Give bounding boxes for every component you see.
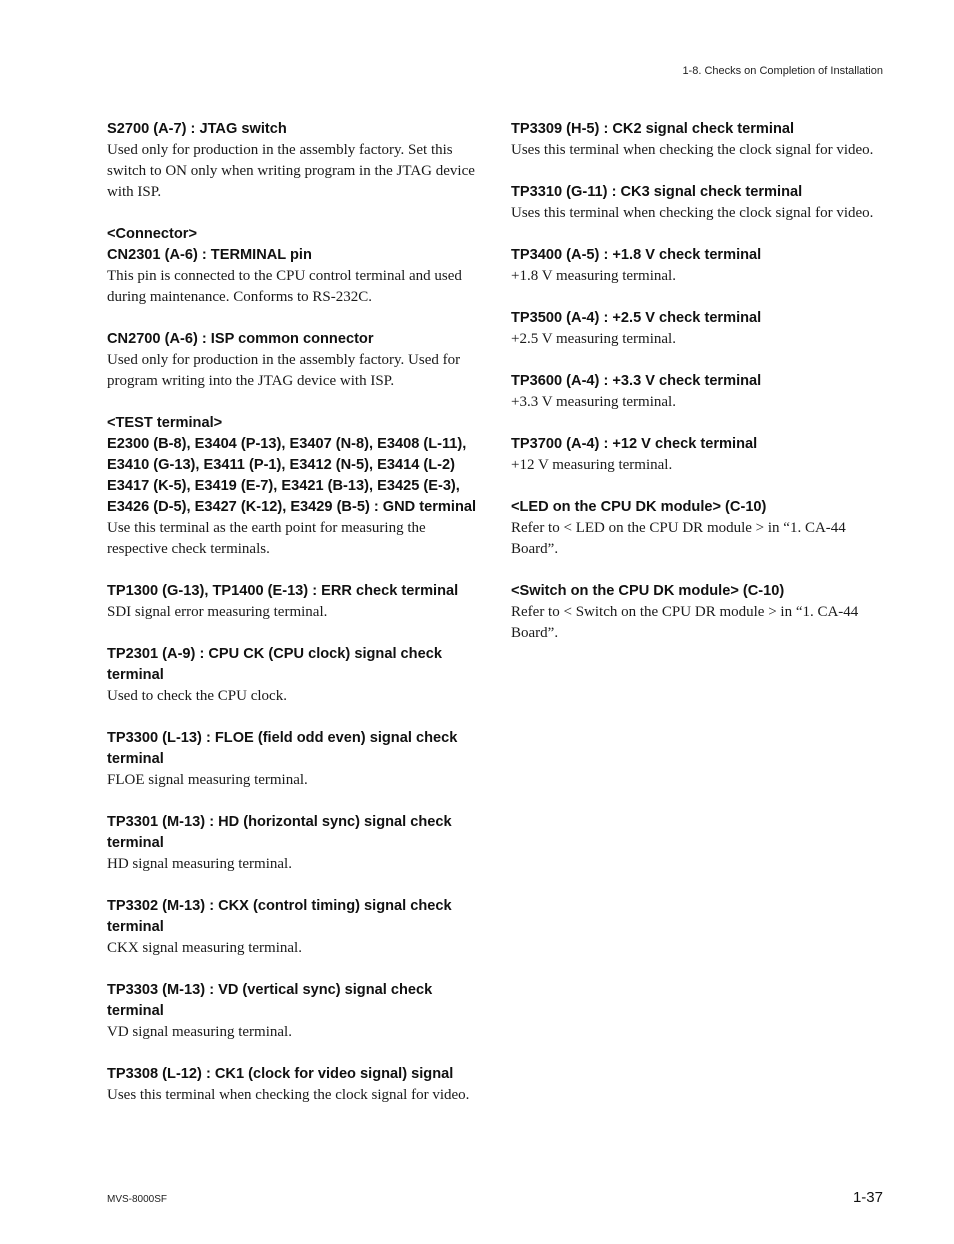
model-name: MVS-8000SF — [107, 1194, 168, 1205]
entry-s2700 — [107, 119, 481, 203]
entry-body: This pin is connected to the CPU control terminal and used during maintenance. Conforms to RS-232C. — [107, 268, 462, 305]
entry-tp3310 — [511, 182, 887, 224]
entry-body: SDI signal error measuring terminal. — [107, 604, 328, 620]
entry-title: <Switch on the CPU DK module> (C-10) — [511, 583, 785, 599]
entry-body: Uses this terminal when checking the clock signal for video. — [107, 1087, 470, 1103]
entry-body: Uses this terminal when checking the clock signal for video. — [511, 205, 874, 221]
entry-body: Used only for production in the assembly factory. Used for program writing into the JTAG device with ISP. — [107, 352, 461, 389]
entry-body: Refer to < LED on the CPU DR module > in “1. CA-44 Board”. — [511, 520, 846, 557]
entry-title: TP3302 (M-13) : CKX (control timing) signal check terminal — [107, 898, 452, 935]
entry-body: Refer to < Switch on the CPU DR module > in “1. CA-44 Board”. — [511, 604, 859, 641]
entry-title: <TEST terminal> E2300 (B-8), E3404 (P-13), E3407 (N-8), E3408 (L-11), E3410 (G-13), E3411 (P-1), E3412 (N-5), E3414 (L-2) E3417 (K-5), E3419 (E-7), E3421 (B-13), E3425 (E-3), E3426 (D-5), E3427 (K-12), E3429 (B-5) : GND terminal — [107, 415, 477, 515]
running-header: 1-8. Checks on Completion of Installation — [682, 65, 883, 77]
entry-body: VD signal measuring terminal. — [107, 1024, 292, 1040]
entry-tp1300 — [107, 581, 481, 623]
entry-cn2301 — [107, 224, 481, 308]
right-column — [511, 119, 887, 665]
entry-tp3500 — [511, 308, 887, 350]
entry-title: CN2700 (A-6) : ISP common connector — [107, 331, 374, 347]
entry-body: +12 V measuring terminal. — [511, 457, 673, 473]
entry-tp3302 — [107, 896, 481, 959]
entry-title: TP1300 (G-13), TP1400 (E-13) : ERR check terminal — [107, 583, 459, 599]
entry-body: Uses this terminal when checking the clock signal for video. — [511, 142, 874, 158]
entry-led-cpu-dk — [511, 497, 887, 560]
page-number: 1-37 — [852, 1189, 883, 1206]
entry-body: Use this terminal as the earth point for measuring the respective check terminals. — [107, 520, 426, 557]
entry-body: +2.5 V measuring terminal. — [511, 331, 676, 347]
entry-title: TP3600 (A-4) : +3.3 V check terminal — [511, 373, 762, 389]
entry-title: TP3309 (H-5) : CK2 signal check terminal — [511, 121, 795, 137]
entry-title: TP3500 (A-4) : +2.5 V check terminal — [511, 310, 762, 326]
entry-title: <LED on the CPU DK module> (C-10) — [511, 499, 767, 515]
entry-title: <Connector> CN2301 (A-6) : TERMINAL pin — [107, 226, 312, 263]
entry-body: +1.8 V measuring terminal. — [511, 268, 676, 284]
entry-tp3308 — [107, 1064, 481, 1106]
entry-body: Used to check the CPU clock. — [107, 688, 287, 704]
entry-title: TP3700 (A-4) : +12 V check terminal — [511, 436, 758, 452]
entry-body: HD signal measuring terminal. — [107, 856, 292, 872]
entry-title: TP3400 (A-5) : +1.8 V check terminal — [511, 247, 762, 263]
left-column — [107, 119, 481, 1127]
entry-tp3600 — [511, 371, 887, 413]
entry-body: +3.3 V measuring terminal. — [511, 394, 676, 410]
entry-tp3700 — [511, 434, 887, 476]
entry-title: TP3300 (L-13) : FLOE (field odd even) signal check terminal — [107, 730, 458, 767]
entry-test-terminal — [107, 413, 481, 560]
entry-tp3400 — [511, 245, 887, 287]
entry-tp3300 — [107, 728, 481, 791]
entry-cn2700 — [107, 329, 481, 392]
entry-body: Used only for production in the assembly factory. Set this switch to ON only when writing program in the JTAG device with ISP. — [107, 142, 475, 200]
entry-body: CKX signal measuring terminal. — [107, 940, 302, 956]
entry-title: TP3303 (M-13) : VD (vertical sync) signal check terminal — [107, 982, 433, 1019]
entry-tp2301 — [107, 644, 481, 707]
entry-switch-cpu-dk — [511, 581, 887, 644]
entry-tp3309 — [511, 119, 887, 161]
entry-tp3303 — [107, 980, 481, 1043]
entry-tp3301 — [107, 812, 481, 875]
entry-title: TP3310 (G-11) : CK3 signal check terminal — [511, 184, 803, 200]
entry-title: TP3308 (L-12) : CK1 (clock for video signal) signal — [107, 1066, 454, 1082]
entry-title: S2700 (A-7) : JTAG switch — [107, 121, 287, 137]
entry-title: TP2301 (A-9) : CPU CK (CPU clock) signal check terminal — [107, 646, 442, 683]
entry-body: FLOE signal measuring terminal. — [107, 772, 308, 788]
entry-title: TP3301 (M-13) : HD (horizontal sync) signal check terminal — [107, 814, 452, 851]
